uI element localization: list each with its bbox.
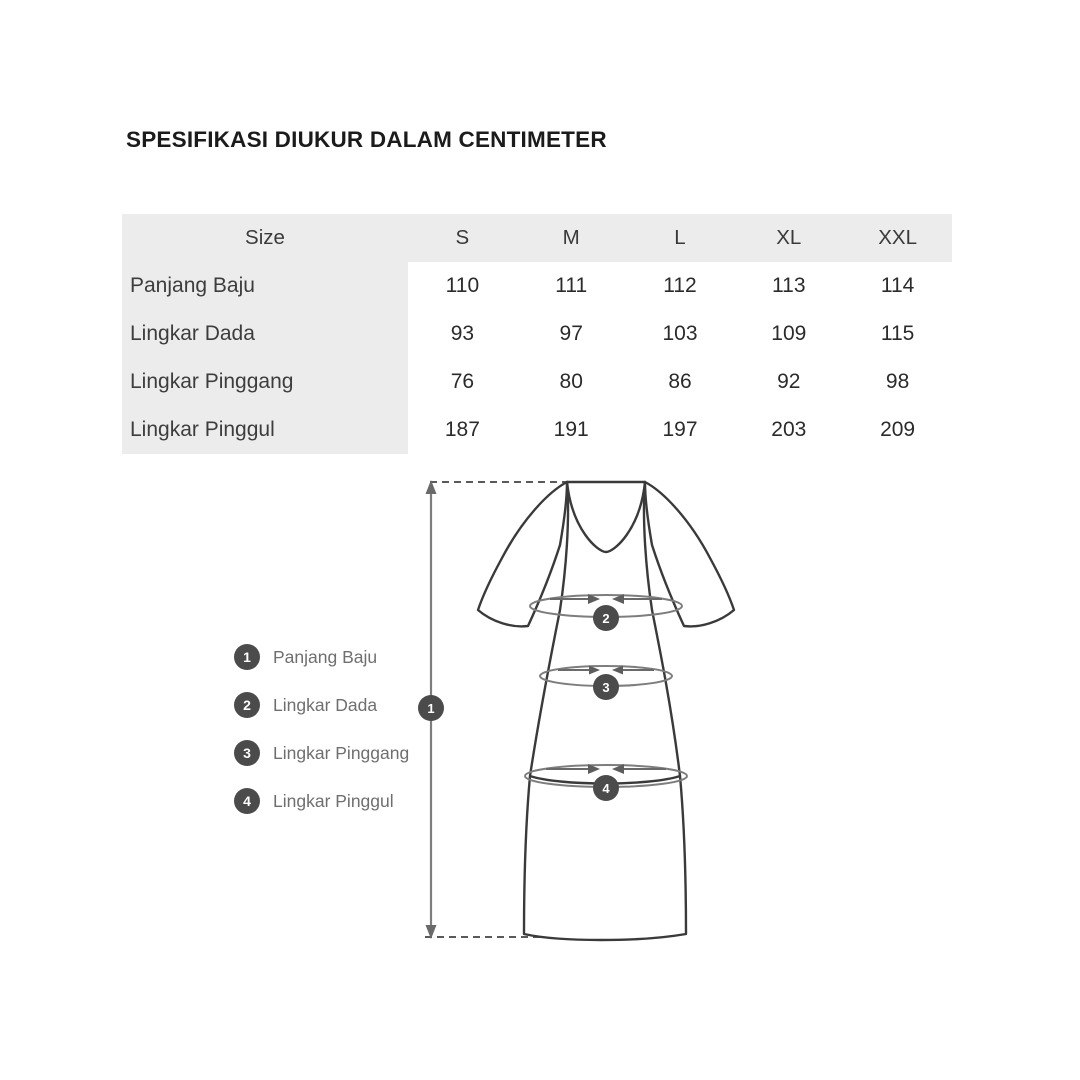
row-label-panjang-baju: Panjang Baju <box>122 262 408 310</box>
table-row <box>122 358 952 406</box>
legend-item-lingkar-dada <box>234 681 409 729</box>
length-measure-badge-group <box>418 695 444 721</box>
column-header-xl: XL <box>776 226 802 249</box>
legend-badge-1-icon: 1 <box>234 644 260 670</box>
cell-lingkar-pinggul-xxl: 209 <box>843 406 952 454</box>
cell-lingkar-pinggang-xl: 92 <box>734 358 843 406</box>
legend-label-lingkar-pinggul: Lingkar Pinggul <box>273 790 394 811</box>
length-badge-1-label: 1 <box>427 701 435 716</box>
cell-lingkar-pinggang-xxl: 98 <box>843 358 952 406</box>
row-label-lingkar-dada: Lingkar Dada <box>122 310 408 358</box>
cell-panjang-baju-s: 110 <box>408 262 517 310</box>
legend-item-lingkar-pinggul <box>234 777 409 825</box>
cell-panjang-baju-xxl: 114 <box>843 262 952 310</box>
page-title: SPESIFIKASI DIUKUR DALAM CENTIMETER <box>126 127 607 152</box>
cell-lingkar-dada-xl: 109 <box>734 310 843 358</box>
legend-badge-2-icon: 2 <box>234 692 260 718</box>
column-header-l: L <box>674 226 686 249</box>
dress-right-sleeve <box>645 482 734 626</box>
cell-lingkar-pinggang-s: 76 <box>408 358 517 406</box>
legend-label-lingkar-pinggang: Lingkar Pinggang <box>273 742 410 763</box>
dress-left-sleeve <box>478 482 567 626</box>
table-row <box>122 262 952 310</box>
table-row <box>122 310 952 358</box>
hip-badge-4-label: 4 <box>602 781 610 796</box>
cell-lingkar-pinggul-xl: 203 <box>734 406 843 454</box>
legend-item-lingkar-pinggang <box>234 729 409 777</box>
row-label-lingkar-pinggang: Lingkar Pinggang <box>122 358 408 406</box>
cell-lingkar-dada-xxl: 115 <box>843 310 952 358</box>
legend-label-panjang-baju: Panjang Baju <box>273 646 378 667</box>
column-header-size: Size <box>245 226 285 249</box>
cell-lingkar-pinggang-m: 80 <box>517 358 626 406</box>
measurement-legend <box>234 633 409 825</box>
cell-lingkar-pinggul-m: 191 <box>517 406 626 454</box>
cell-lingkar-pinggul-l: 197 <box>626 406 735 454</box>
size-chart-table <box>122 214 952 454</box>
waist-badge-3-label: 3 <box>602 680 610 695</box>
column-header-s: S <box>455 226 470 249</box>
column-header-xxl: XXL <box>878 226 917 249</box>
row-label-lingkar-pinggul: Lingkar Pinggul <box>122 406 408 454</box>
cell-lingkar-pinggang-l: 86 <box>626 358 735 406</box>
bust-badge-2-label: 2 <box>602 611 610 626</box>
table-header-row <box>122 214 952 262</box>
table-row <box>122 406 952 454</box>
dress-outline <box>478 482 734 940</box>
cell-panjang-baju-xl: 113 <box>734 262 843 310</box>
legend-label-lingkar-dada: Lingkar Dada <box>273 694 378 715</box>
cell-panjang-baju-l: 112 <box>626 262 735 310</box>
cell-lingkar-dada-s: 93 <box>408 310 517 358</box>
cell-lingkar-dada-m: 97 <box>517 310 626 358</box>
cell-panjang-baju-m: 111 <box>517 262 626 310</box>
cell-lingkar-pinggul-s: 187 <box>408 406 517 454</box>
legend-badge-4-icon: 4 <box>234 788 260 814</box>
column-header-m: M <box>562 226 580 249</box>
cell-lingkar-dada-l: 103 <box>626 310 735 358</box>
legend-badge-3-icon: 3 <box>234 740 260 766</box>
dress-measurement-diagram <box>400 460 800 970</box>
legend-item-panjang-baju <box>234 633 409 681</box>
